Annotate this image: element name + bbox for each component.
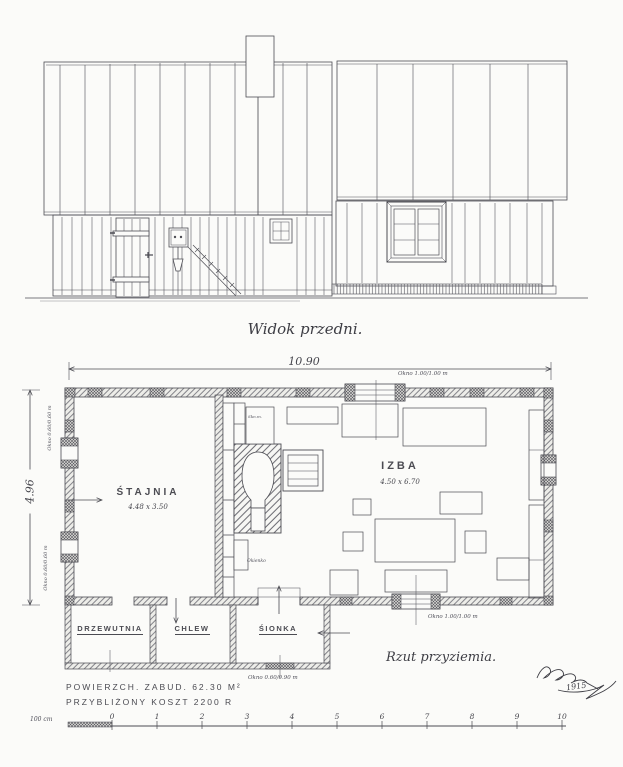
scale-tick-4: 4 — [289, 712, 295, 721]
note-cost: PRZYBLIŻONY KOSZT 2200 R — [66, 697, 234, 707]
scale-tick-8: 8 — [469, 712, 475, 721]
window-label-left-lower: Okno 0.60/0.60 m — [43, 545, 49, 591]
dim-width-label: 10.90 — [282, 355, 326, 368]
front-door — [110, 218, 153, 297]
scale-tick-1: 1 — [154, 712, 160, 721]
left-roof — [44, 62, 332, 215]
window-label-top: Okno 1.00/1.00 m — [398, 371, 448, 377]
stove — [234, 444, 281, 533]
scale-bar — [68, 720, 566, 730]
signature-year: 1915 — [565, 680, 587, 693]
window-label-bottom: Okno 1.00/1.00 m — [428, 614, 478, 620]
interior-wall — [215, 395, 223, 597]
scale-tick-2: 2 — [199, 712, 205, 721]
stable-window — [270, 219, 292, 243]
scale-unit-label: 100 cm — [30, 716, 53, 723]
izba-furniture — [287, 404, 544, 598]
dim-height-label: 4.96 — [24, 470, 37, 514]
chamber-label: Skn.m. — [248, 414, 263, 419]
ground-line — [25, 298, 588, 301]
room-label-drzewutnia: DRZEWUTNIA — [77, 624, 143, 633]
room-size-stajnia: 4.48 x 3.50 — [128, 503, 168, 511]
scale-tick-7: 7 — [424, 712, 430, 721]
door-arrows — [68, 500, 350, 633]
scale-tick-6: 6 — [379, 712, 385, 721]
chamber-box — [246, 407, 274, 444]
shelf-box — [283, 450, 323, 491]
room-size-izba: 4.50 x 6.70 — [380, 478, 420, 486]
okienko-label: Okienko — [247, 559, 266, 564]
ladder — [188, 245, 241, 296]
house-window — [387, 202, 446, 262]
room-label-sionka: ŚIONKA — [258, 624, 298, 633]
scale-tick-5: 5 — [334, 712, 340, 721]
room-label-chlew: CHLEW — [174, 624, 210, 633]
floor-plan-drawing — [22, 362, 616, 730]
annex-walls — [65, 605, 330, 678]
scale-tick-3: 3 — [244, 712, 250, 721]
window-label-left-upper: Okno 0.60/0.60 m — [47, 405, 53, 451]
window-left-lower — [61, 532, 78, 562]
room-label-stajnia: ŚTAJNIA — [116, 487, 180, 498]
window-left-upper — [61, 438, 78, 468]
scale-tick-9: 9 — [514, 712, 520, 721]
right-roof — [337, 61, 567, 200]
elevation-caption: Widok przedni. — [247, 320, 363, 338]
plan-caption: Rzut przyziemia. — [386, 650, 497, 665]
elevation-drawing — [25, 36, 588, 301]
room-label-izba: IZBA — [381, 460, 419, 472]
chimney — [246, 36, 274, 215]
window-label-sionka: Okno 0.60/0.90 m — [248, 675, 298, 681]
scale-tick-10: 10 — [557, 712, 567, 721]
window-right — [541, 455, 556, 485]
note-area: POWIERZCH. ZABUD. 62.30 M² — [66, 682, 242, 692]
window-top — [345, 380, 405, 440]
scale-tick-0: 0 — [109, 712, 115, 721]
hatch-and-pulley — [169, 228, 188, 295]
